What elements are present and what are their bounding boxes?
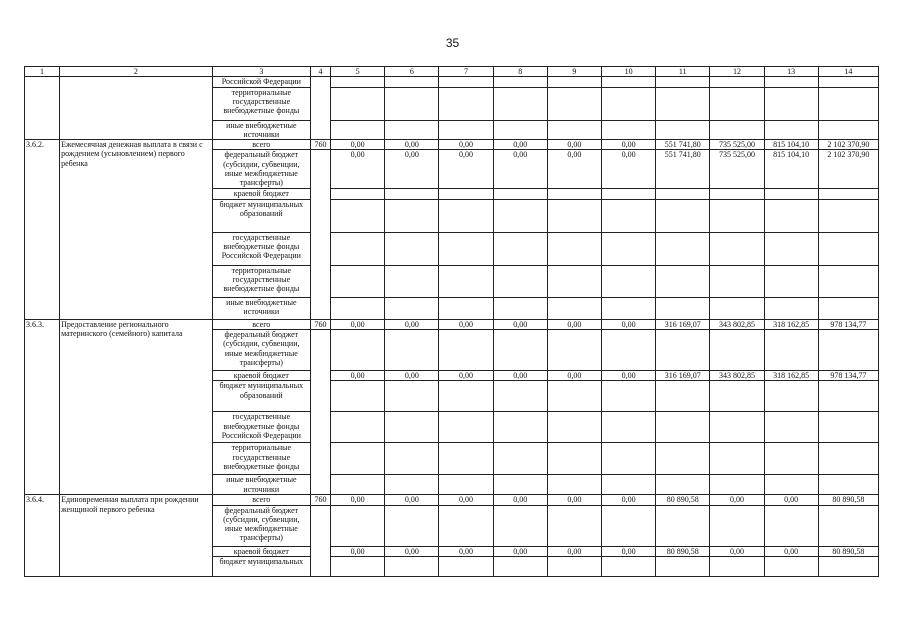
value-cell bbox=[764, 505, 818, 546]
value-cell bbox=[601, 329, 655, 370]
grbs-cell: 760 bbox=[310, 140, 330, 150]
value-cell bbox=[710, 329, 764, 370]
value-cell bbox=[331, 297, 385, 319]
value-cell bbox=[601, 199, 655, 232]
value-cell: 318 162,85 bbox=[764, 319, 818, 329]
value-cell bbox=[818, 556, 878, 576]
value-cell: 0,00 bbox=[710, 546, 764, 556]
value-cell bbox=[601, 265, 655, 297]
value-cell: 0,00 bbox=[439, 495, 493, 505]
value-cell bbox=[331, 87, 385, 120]
value-cell bbox=[710, 412, 764, 443]
value-cell bbox=[764, 412, 818, 443]
value-cell bbox=[331, 443, 385, 475]
value-cell bbox=[818, 199, 878, 232]
value-cell bbox=[656, 77, 710, 87]
value-cell: 0,00 bbox=[493, 370, 547, 380]
value-cell: 0,00 bbox=[710, 495, 764, 505]
value-cell: 316 169,07 bbox=[656, 370, 710, 380]
value-cell bbox=[331, 265, 385, 297]
value-cell bbox=[710, 232, 764, 265]
value-cell bbox=[710, 556, 764, 576]
value-cell: 0,00 bbox=[547, 140, 601, 150]
value-cell bbox=[547, 87, 601, 120]
value-cell bbox=[493, 188, 547, 199]
value-cell: 0,00 bbox=[385, 495, 439, 505]
value-cell bbox=[601, 381, 655, 412]
value-cell bbox=[493, 232, 547, 265]
value-cell bbox=[656, 265, 710, 297]
value-cell bbox=[601, 443, 655, 475]
source-cell: краевой бюджет bbox=[212, 188, 310, 199]
value-cell bbox=[601, 505, 655, 546]
value-cell: 735 525,00 bbox=[710, 140, 764, 150]
header-cell: 2 bbox=[60, 67, 213, 77]
source-cell: территориальные государственные внебюджетные фонды bbox=[212, 265, 310, 297]
value-cell bbox=[385, 265, 439, 297]
header-cell: 7 bbox=[439, 67, 493, 77]
value-cell bbox=[656, 188, 710, 199]
header-row bbox=[25, 67, 879, 77]
value-cell bbox=[764, 556, 818, 576]
value-cell: 343 802,85 bbox=[710, 319, 764, 329]
grbs-cell bbox=[310, 505, 330, 576]
value-cell bbox=[439, 232, 493, 265]
value-cell bbox=[710, 77, 764, 87]
value-cell: 551 741,80 bbox=[656, 140, 710, 150]
value-cell: 0,00 bbox=[493, 546, 547, 556]
source-cell: территориальные государственные внебюджетные фонды bbox=[212, 87, 310, 120]
value-cell bbox=[493, 556, 547, 576]
value-cell bbox=[385, 381, 439, 412]
value-cell: 0,00 bbox=[331, 546, 385, 556]
value-cell: 0,00 bbox=[547, 370, 601, 380]
source-cell: Российской Федерации bbox=[212, 77, 310, 87]
value-cell bbox=[547, 381, 601, 412]
item-name-cell bbox=[60, 77, 213, 140]
header-cell: 13 bbox=[764, 67, 818, 77]
value-cell: 0,00 bbox=[331, 319, 385, 329]
value-cell bbox=[710, 188, 764, 199]
value-cell bbox=[601, 475, 655, 495]
value-cell bbox=[439, 188, 493, 199]
value-cell: 551 741,80 bbox=[656, 150, 710, 188]
header-cell: 14 bbox=[818, 67, 878, 77]
source-cell: бюджет муниципальных образований bbox=[212, 199, 310, 232]
value-cell bbox=[439, 475, 493, 495]
value-cell bbox=[656, 297, 710, 319]
value-cell bbox=[547, 77, 601, 87]
value-cell bbox=[385, 232, 439, 265]
value-cell bbox=[764, 120, 818, 140]
value-cell: 0,00 bbox=[331, 140, 385, 150]
source-cell: федеральный бюджет (субсидии, субвенции, иные межбюджетные трансферты) bbox=[212, 505, 310, 546]
value-cell bbox=[547, 475, 601, 495]
value-cell bbox=[385, 297, 439, 319]
value-cell bbox=[764, 381, 818, 412]
value-cell bbox=[764, 265, 818, 297]
value-cell bbox=[818, 188, 878, 199]
value-cell: 0,00 bbox=[493, 495, 547, 505]
value-cell bbox=[656, 232, 710, 265]
value-cell: 0,00 bbox=[547, 495, 601, 505]
value-cell: 0,00 bbox=[493, 319, 547, 329]
grbs-cell: 760 bbox=[310, 495, 330, 505]
item-name-cell: Ежемесячная денежная выплата в связи с рождением (усыновлением) первого ребенка bbox=[60, 140, 213, 319]
value-cell: 0,00 bbox=[385, 546, 439, 556]
value-cell bbox=[710, 475, 764, 495]
value-cell bbox=[710, 87, 764, 120]
value-cell bbox=[547, 188, 601, 199]
value-cell bbox=[493, 77, 547, 87]
value-cell bbox=[547, 556, 601, 576]
item-number-cell: 3.6.2. bbox=[25, 140, 60, 319]
value-cell bbox=[547, 505, 601, 546]
value-cell bbox=[656, 120, 710, 140]
value-cell: 978 134,77 bbox=[818, 370, 878, 380]
value-cell: 316 169,07 bbox=[656, 319, 710, 329]
value-cell bbox=[331, 329, 385, 370]
source-cell: государственные внебюджетные фонды Российской Федерации bbox=[212, 232, 310, 265]
value-cell: 0,00 bbox=[493, 150, 547, 188]
value-cell bbox=[385, 77, 439, 87]
value-cell bbox=[439, 265, 493, 297]
value-cell bbox=[493, 199, 547, 232]
value-cell bbox=[710, 297, 764, 319]
value-cell bbox=[601, 297, 655, 319]
value-cell: 0,00 bbox=[331, 495, 385, 505]
value-cell: 978 134,77 bbox=[818, 319, 878, 329]
value-cell bbox=[331, 381, 385, 412]
value-cell: 0,00 bbox=[331, 150, 385, 188]
value-cell: 343 802,85 bbox=[710, 370, 764, 380]
value-cell bbox=[601, 77, 655, 87]
value-cell: 0,00 bbox=[601, 150, 655, 188]
value-cell bbox=[331, 232, 385, 265]
source-cell: всего bbox=[212, 140, 310, 150]
grbs-cell bbox=[310, 329, 330, 494]
value-cell bbox=[493, 120, 547, 140]
value-cell bbox=[385, 329, 439, 370]
source-cell: всего bbox=[212, 495, 310, 505]
header-cell: 3 bbox=[212, 67, 310, 77]
value-cell: 0,00 bbox=[385, 370, 439, 380]
value-cell: 0,00 bbox=[601, 140, 655, 150]
value-cell bbox=[385, 412, 439, 443]
value-cell bbox=[601, 412, 655, 443]
value-cell bbox=[493, 475, 547, 495]
value-cell bbox=[331, 475, 385, 495]
item-name-cell: Единовременная выплата при рождении женщиной первого ребенка bbox=[60, 495, 213, 577]
value-cell: 0,00 bbox=[493, 140, 547, 150]
value-cell bbox=[818, 120, 878, 140]
value-cell bbox=[601, 556, 655, 576]
source-cell: краевой бюджет bbox=[212, 370, 310, 380]
value-cell bbox=[818, 77, 878, 87]
value-cell bbox=[764, 232, 818, 265]
value-cell bbox=[764, 443, 818, 475]
value-cell bbox=[710, 443, 764, 475]
value-cell bbox=[493, 265, 547, 297]
value-cell: 0,00 bbox=[547, 150, 601, 188]
value-cell bbox=[439, 87, 493, 120]
value-cell bbox=[385, 199, 439, 232]
value-cell bbox=[547, 329, 601, 370]
value-cell bbox=[601, 120, 655, 140]
value-cell bbox=[385, 443, 439, 475]
value-cell bbox=[385, 120, 439, 140]
value-cell bbox=[439, 412, 493, 443]
value-cell bbox=[710, 120, 764, 140]
value-cell bbox=[385, 475, 439, 495]
value-cell: 2 102 370,90 bbox=[818, 150, 878, 188]
value-cell: 735 525,00 bbox=[710, 150, 764, 188]
value-cell bbox=[439, 199, 493, 232]
value-cell bbox=[385, 556, 439, 576]
value-cell: 0,00 bbox=[385, 319, 439, 329]
value-cell: 0,00 bbox=[385, 140, 439, 150]
source-cell: бюджет муниципальных образований bbox=[212, 381, 310, 412]
value-cell bbox=[439, 77, 493, 87]
value-cell bbox=[331, 556, 385, 576]
value-cell bbox=[818, 232, 878, 265]
value-cell bbox=[493, 443, 547, 475]
source-cell: территориальные государственные внебюджетные фонды bbox=[212, 443, 310, 475]
header-cell: 1 bbox=[25, 67, 60, 77]
value-cell bbox=[656, 412, 710, 443]
value-cell bbox=[439, 120, 493, 140]
value-cell bbox=[656, 199, 710, 232]
header-cell: 4 bbox=[310, 67, 330, 77]
value-cell bbox=[601, 232, 655, 265]
value-cell bbox=[710, 199, 764, 232]
budget-table bbox=[24, 66, 879, 577]
value-cell bbox=[493, 412, 547, 443]
value-cell: 0,00 bbox=[547, 319, 601, 329]
value-cell bbox=[331, 77, 385, 87]
value-cell bbox=[547, 443, 601, 475]
source-cell: иные внебюджетные источники bbox=[212, 120, 310, 140]
value-cell: 0,00 bbox=[439, 150, 493, 188]
value-cell bbox=[439, 329, 493, 370]
source-cell: бюджет муниципальных bbox=[212, 556, 310, 576]
value-cell bbox=[493, 505, 547, 546]
value-cell bbox=[656, 87, 710, 120]
value-cell bbox=[818, 443, 878, 475]
value-cell: 80 890,58 bbox=[818, 546, 878, 556]
grbs-cell bbox=[310, 150, 330, 319]
value-cell bbox=[385, 188, 439, 199]
value-cell bbox=[493, 381, 547, 412]
value-cell: 0,00 bbox=[331, 370, 385, 380]
table-row bbox=[25, 140, 879, 150]
table-row bbox=[25, 319, 879, 329]
value-cell bbox=[439, 556, 493, 576]
value-cell bbox=[818, 475, 878, 495]
header-cell: 11 bbox=[656, 67, 710, 77]
header-cell: 9 bbox=[547, 67, 601, 77]
value-cell bbox=[764, 199, 818, 232]
item-name-cell: Предоставление регионального материнского (семейного) капитала bbox=[60, 319, 213, 495]
value-cell bbox=[656, 475, 710, 495]
value-cell bbox=[439, 297, 493, 319]
value-cell bbox=[710, 381, 764, 412]
grbs-cell: 760 bbox=[310, 319, 330, 329]
source-cell: всего bbox=[212, 319, 310, 329]
item-number-cell: 3.6.3. bbox=[25, 319, 60, 495]
value-cell: 815 104,10 bbox=[764, 150, 818, 188]
value-cell bbox=[493, 329, 547, 370]
value-cell bbox=[656, 329, 710, 370]
value-cell bbox=[439, 381, 493, 412]
value-cell: 0,00 bbox=[601, 319, 655, 329]
value-cell bbox=[439, 443, 493, 475]
value-cell bbox=[331, 120, 385, 140]
value-cell bbox=[818, 412, 878, 443]
source-cell: федеральный бюджет (субсидии, субвенции, иные межбюджетные трансферты) bbox=[212, 329, 310, 370]
value-cell bbox=[385, 87, 439, 120]
value-cell bbox=[710, 505, 764, 546]
table-row bbox=[25, 77, 879, 87]
value-cell bbox=[331, 412, 385, 443]
value-cell bbox=[764, 77, 818, 87]
value-cell: 0,00 bbox=[439, 370, 493, 380]
value-cell bbox=[439, 505, 493, 546]
value-cell: 2 102 370,90 bbox=[818, 140, 878, 150]
source-cell: иные внебюджетные источники bbox=[212, 475, 310, 495]
header-cell: 12 bbox=[710, 67, 764, 77]
value-cell bbox=[601, 87, 655, 120]
value-cell bbox=[710, 265, 764, 297]
value-cell bbox=[818, 329, 878, 370]
value-cell bbox=[547, 412, 601, 443]
value-cell bbox=[656, 505, 710, 546]
value-cell bbox=[764, 475, 818, 495]
value-cell bbox=[493, 87, 547, 120]
grbs-cell bbox=[310, 77, 330, 140]
value-cell: 0,00 bbox=[601, 546, 655, 556]
value-cell bbox=[818, 265, 878, 297]
value-cell bbox=[764, 329, 818, 370]
value-cell bbox=[547, 265, 601, 297]
value-cell bbox=[764, 297, 818, 319]
value-cell: 0,00 bbox=[439, 546, 493, 556]
value-cell bbox=[547, 297, 601, 319]
header-cell: 6 bbox=[385, 67, 439, 77]
page-number: 35 bbox=[445, 36, 460, 50]
value-cell: 0,00 bbox=[439, 140, 493, 150]
header-cell: 8 bbox=[493, 67, 547, 77]
header-cell: 5 bbox=[331, 67, 385, 77]
value-cell: 0,00 bbox=[764, 495, 818, 505]
item-number-cell: 3.6.4. bbox=[25, 495, 60, 577]
item-number-cell bbox=[25, 77, 60, 140]
value-cell: 0,00 bbox=[764, 546, 818, 556]
value-cell: 0,00 bbox=[601, 370, 655, 380]
value-cell bbox=[601, 188, 655, 199]
value-cell: 0,00 bbox=[601, 495, 655, 505]
value-cell: 0,00 bbox=[547, 546, 601, 556]
value-cell bbox=[656, 556, 710, 576]
value-cell bbox=[656, 381, 710, 412]
value-cell: 0,00 bbox=[439, 319, 493, 329]
value-cell bbox=[331, 199, 385, 232]
value-cell bbox=[818, 381, 878, 412]
value-cell: 318 162,85 bbox=[764, 370, 818, 380]
value-cell bbox=[656, 443, 710, 475]
value-cell: 0,00 bbox=[385, 150, 439, 188]
source-cell: краевой бюджет bbox=[212, 546, 310, 556]
value-cell bbox=[818, 505, 878, 546]
value-cell bbox=[547, 120, 601, 140]
value-cell bbox=[764, 188, 818, 199]
value-cell: 80 890,58 bbox=[656, 495, 710, 505]
table-row bbox=[25, 495, 879, 505]
source-cell: федеральный бюджет (субсидии, субвенции, иные межбюджетные трансферты) bbox=[212, 150, 310, 188]
value-cell: 815 104,10 bbox=[764, 140, 818, 150]
value-cell bbox=[764, 87, 818, 120]
value-cell bbox=[493, 297, 547, 319]
value-cell: 80 890,58 bbox=[656, 546, 710, 556]
header-cell: 10 bbox=[601, 67, 655, 77]
value-cell: 80 890,58 bbox=[818, 495, 878, 505]
value-cell bbox=[818, 297, 878, 319]
source-cell: государственные внебюджетные фонды Российской Федерации bbox=[212, 412, 310, 443]
value-cell bbox=[331, 188, 385, 199]
value-cell bbox=[547, 232, 601, 265]
value-cell bbox=[385, 505, 439, 546]
source-cell: иные внебюджетные источники bbox=[212, 297, 310, 319]
value-cell bbox=[331, 505, 385, 546]
value-cell bbox=[547, 199, 601, 232]
value-cell bbox=[818, 87, 878, 120]
